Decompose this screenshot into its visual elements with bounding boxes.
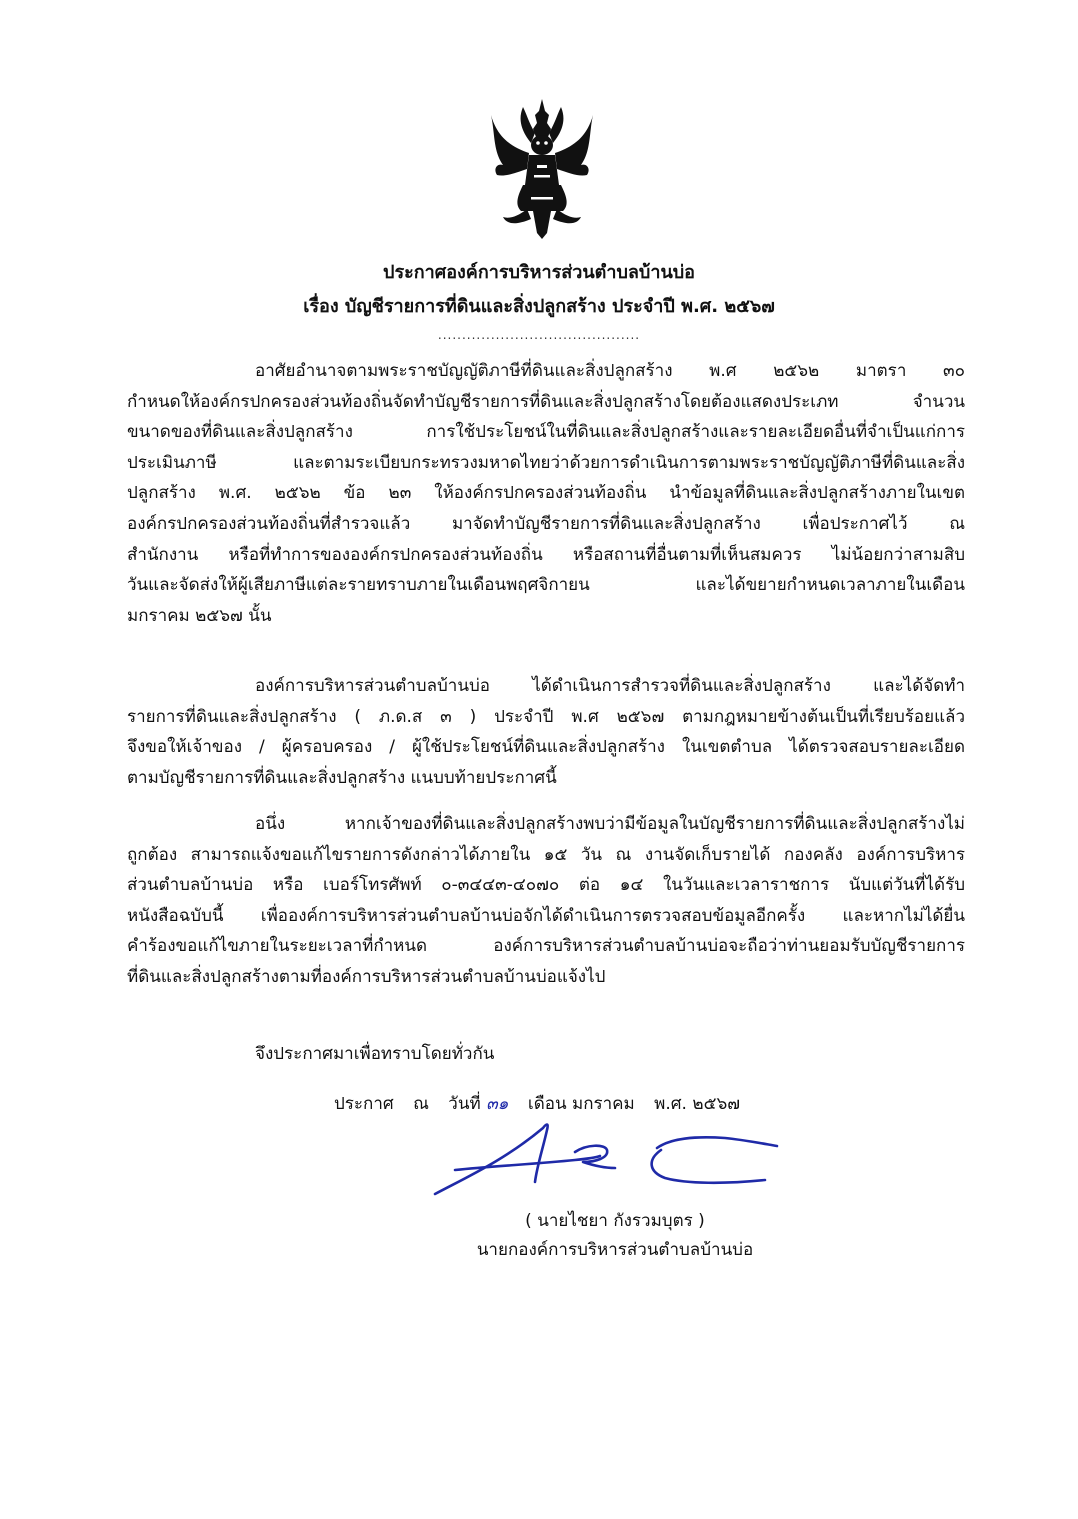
paragraph-line: ปลูกสร้าง พ.ศ. ๒๕๖๒ ข้อ ๒๓ ให้องค์กรปกครองส่วนท้องถิ่น นำข้อมูลที่ดินและสิ่งปลูกสร้างภายในเขต	[127, 483, 965, 504]
paragraph-line: ส่วนตำบลบ้านบ่อ หรือ เบอร์โทรศัพท์ ๐-๓๔๔๓-๔๐๗๐ ต่อ ๑๔ ในวันและเวลาราชการ นับแต่วันที่ได้รับ	[127, 875, 965, 896]
paragraph-correction	[127, 809, 965, 993]
paragraph-line: สำนักงาน หรือที่ทำการขององค์กรปกครองส่วนท้องถิ่น หรือสถานที่อื่นตามที่เห็นสมควร ไม่น้อยกว่าสามสิบ	[127, 544, 965, 565]
paragraph-line: ขนาดของที่ดินและสิ่งปลูกสร้าง การใช้ประโยชน์ในที่ดินและสิ่งปลูกสร้างและรายละเอียดอื่นที่จำเป็นแก่การ	[127, 422, 965, 443]
paragraph-line: มกราคม ๒๕๖๗ นั้น	[127, 605, 272, 626]
date-prefix: ประกาศ	[334, 1094, 394, 1114]
paragraph-line: วันและจัดส่งให้ผู้เสียภาษีแต่ละรายทราบภายในเดือนพฤศจิกายน และได้ขยายกำหนดเวลาภายในเดือน	[127, 575, 965, 596]
signer-title: นายกองค์การบริหารส่วนตำบลบ้านบ่อ	[476, 1240, 754, 1260]
date-year-label: พ.ศ.	[654, 1094, 687, 1114]
paragraph-line: หนังสือฉบับนี้ เพื่อองค์การบริหารส่วนตำบลบ้านบ่อจักได้ดำเนินการตรวจสอบข้อมูลอีกครั้ง และหากไม่ได้ยื่น	[127, 905, 965, 926]
date-month-label: เดือน	[527, 1094, 567, 1114]
paragraph-line: ที่ดินและสิ่งปลูกสร้างตามที่องค์การบริหารส่วนตำบลบ้านบ่อแจ้งไป	[127, 966, 606, 987]
date-month: มกราคม	[571, 1094, 635, 1114]
paragraph-line: องค์กรปกครองส่วนท้องถิ่นที่สำรวจแล้ว มาจัดทำบัญชีรายการที่ดินและสิ่งปลูกสร้าง เพื่อประกาศไว้ ณ	[127, 513, 965, 534]
paragraph-line: องค์การบริหารส่วนตำบลบ้านบ่อ ได้ดำเนินการสำรวจที่ดินและสิ่งปลูกสร้าง และได้จัดทำ	[255, 676, 965, 696]
announcement-heading: ประกาศองค์การบริหารส่วนตำบลบ้านบ่อ	[383, 262, 695, 283]
paragraph-line: ตามบัญชีรายการที่ดินและสิ่งปลูกสร้าง แนบบท้ายประกาศนี้	[127, 767, 557, 788]
garuda-emblem-icon	[487, 93, 597, 243]
paragraph-line: ถูกต้อง สามารถแจ้งขอแก้ไขรายการดังกล่าวได้ภายใน ๑๕ วัน ณ งานจัดเก็บรายได้ กองคลัง องค์การบริหาร	[127, 844, 965, 865]
signature	[425, 1108, 805, 1203]
paragraph-line: ประเมินภาษี และตามระเบียบกระทรวงมหาดไทยว่าด้วยการดำเนินการตามพระราชบัญญัติภาษีที่ดินและสิ่ง	[127, 452, 965, 473]
paragraph-authority	[127, 356, 965, 631]
paragraph-line: อนึ่ง หากเจ้าของที่ดินและสิ่งปลูกสร้างพบว่ามีข้อมูลในบัญชีรายการที่ดินและสิ่งปลูกสร้างไม่	[255, 814, 965, 834]
date-day-label: วันที่	[448, 1094, 481, 1114]
paragraph-survey	[127, 671, 965, 793]
paragraph-line: รายการที่ดินและสิ่งปลูกสร้าง ( ภ.ด.ส ๓ ) ประจำปี พ.ศ ๒๕๖๗ ตามกฎหมายข้างต้นเป็นที่เรียบร้อยแล้ว	[127, 706, 965, 727]
paragraph-line: กำหนดให้องค์กรปกครองส่วนท้องถิ่นจัดทำบัญชีรายการที่ดินและสิ่งปลูกสร้างโดยต้องแสดงประเภท จำนวน	[127, 391, 965, 412]
date-year: ๒๕๖๗	[692, 1094, 741, 1114]
date-day: ๓๑	[486, 1094, 509, 1114]
date-at: ณ	[413, 1094, 429, 1114]
paragraph-line: คำร้องขอแก้ไขภายในระยะเวลาที่กำหนด องค์การบริหารส่วนตำบลบ้านบ่อจะถือว่าท่านยอมรับบัญชีรายการ	[127, 936, 965, 957]
signer-name: ( นายไชยา กังรวมบุตร )	[525, 1211, 705, 1231]
closing-statement: จึงประกาศมาเพื่อทราบโดยทั่วกัน	[255, 1044, 495, 1064]
announcement-subject: เรื่อง บัญชีรายการที่ดินและสิ่งปลูกสร้าง ประจำปี พ.ศ. ๒๕๖๗	[303, 296, 775, 317]
paragraph-line: อาศัยอำนาจตามพระราชบัญญัติภาษีที่ดินและสิ่งปลูกสร้าง พ.ศ ๒๕๖๒ มาตรา ๓๐	[255, 361, 965, 381]
separator-dots: ..........................................	[437, 328, 641, 342]
paragraph-line: จึงขอให้เจ้าของ / ผู้ครอบครอง / ผู้ใช้ประโยชน์ที่ดินและสิ่งปลูกสร้าง ในเขตตำบล ได้ตรวจสอบรายละเอียด	[127, 737, 965, 758]
